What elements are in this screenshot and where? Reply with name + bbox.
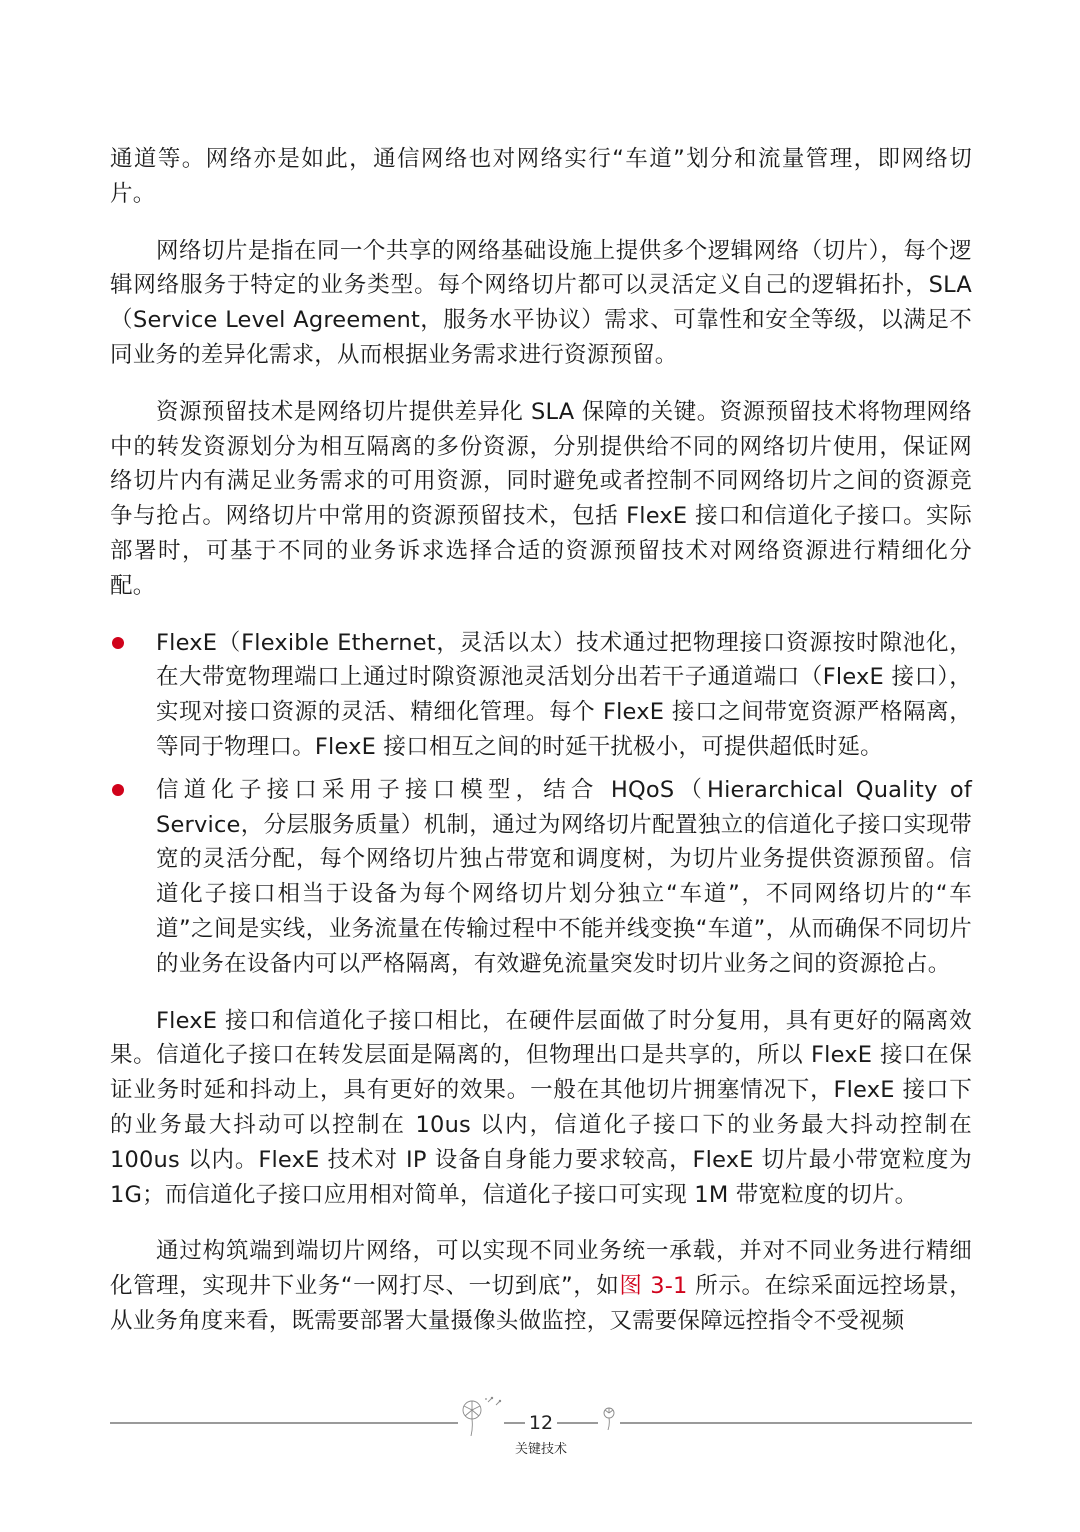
paragraph: 通道等。网络亦是如此，通信网络也对网络实行“车道”划分和流量管理，即网络切片。 — [110, 146, 972, 207]
paragraph: 资源预留技术是网络切片提供差异化 SLA 保障的关键。资源预留技术将物理网络中的转发资源划分为相互隔离的多份资源，分别提供给不同的网络切片使用，保证网络切片内有满足业务需求的可用资源，同时避免或者控制不同网络切片之间的资源竞争与抢占。网络切片中常用的资源预留技术，包括 FlexE 接口和信道化子接口。实际部署时，可基于不同的业务诉求选择合适的资源预留技术对网络资源进行精细化分配。 — [110, 398, 972, 599]
paragraph-text-after-link: 所示。在综采面远控场景，从业务角度来看，既需要部署大量摄像头做监控，又需要保障远控指令不受视频 — [110, 1273, 972, 1334]
page-number-text: 12 — [525, 1412, 557, 1434]
document-body — [110, 142, 972, 1361]
bullet-dot-icon — [112, 637, 124, 649]
paragraph: FlexE 接口和信道化子接口相比，在硬件层面做了时分复用，具有更好的隔离效果。信道化子接口在转发层面是隔离的，但物理出口是共享的，所以 FlexE 接口在保证业务时延和抖动上，具有更好的效果。一般在其他切片拥塞情况下，FlexE 接口下的业务最大抖动可以控制在 10us 以内，信道化子接口下的业务最大抖动控制在 100us 以内。FlexE 技术对 IP 设备自身能力要求较高，FlexE 切片最小带宽粒度为 1G；而信道化子接口应用相对简单，信道化子接口可实现 1M 带宽粒度的切片。 — [110, 1007, 972, 1208]
bullet-text: FlexE（Flexible Ethernet，灵活以太）技术通过把物理接口资源按时隙池化，在大带宽物理端口上通过时隙资源池灵活划分出若干子通道端口（FlexE 接口），实现对接口资源的灵活、精细化管理。每个 FlexE 接口之间带宽资源严格隔离，等同于物理口。FlexE 接口相互之间的时延干扰极小，可提供超低时延。 — [156, 629, 972, 760]
figure-reference-link[interactable]: 图 3-1 — [619, 1273, 688, 1300]
bullet-dot-icon — [112, 784, 124, 796]
bullet-item-flexe — [110, 626, 972, 765]
bullet-list — [110, 626, 972, 982]
paragraph — [110, 1234, 972, 1338]
bullet-item-channelized-subinterface — [110, 773, 972, 982]
paragraph-text-before-link: 通过构筑端到端切片网络，可以实现不同业务统一承载，并对不同业务进行精细化管理，实现井下业务“一网打尽、一切到底”，如 — [110, 1238, 972, 1300]
page-number — [110, 1412, 972, 1434]
paragraph: 网络切片是指在同一个共享的网络基础设施上提供多个逻辑网络（切片），每个逻辑网络服务于特定的业务类型。每个网络切片都可以灵活定义自己的逻辑拓扑，SLA（Service Level Agreement，服务水平协议）需求、可靠性和安全等级，以满足不同业务的差异化需求，从而根据业务需求进行资源预留。 — [110, 237, 972, 368]
bullet-text: 信道化子接口采用子接口模型，结合 HQoS（Hierarchical Quality of Service，分层服务质量）机制，通过为网络切片配置独立的信道化子接口实现带宽的灵活分配，每个网络切片独占带宽和调度树，为切片业务提供资源预留。信道化子接口相当于设备为每个网络切片划分独立“车道”，不同网络切片的“车道”之间是实线，业务流量在传输过程中不能并线变换“车道”，从而确保不同切片的业务在设备内可以严格隔离，有效避免流量突发时切片业务之间的资源抢占。 — [156, 776, 972, 977]
footer-section-name: 关键技术 — [514, 1442, 567, 1457]
page-footer — [110, 1396, 972, 1466]
